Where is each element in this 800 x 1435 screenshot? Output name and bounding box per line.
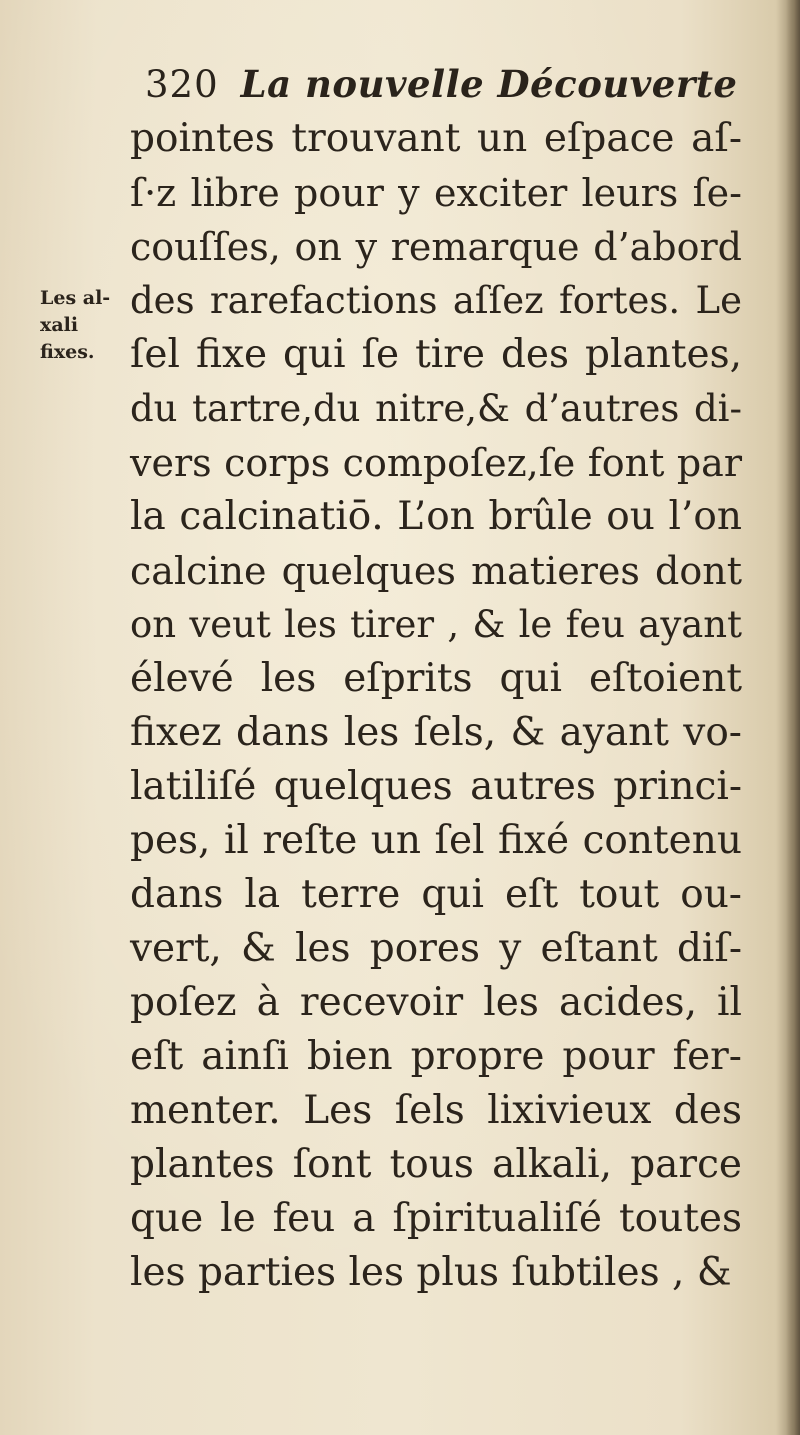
margin-note-line: xali [40, 314, 79, 336]
page-edge-shadow [786, 0, 800, 1435]
text-line: poſez à recevoir les acides, il [130, 980, 742, 1025]
text-line: la calcinatiō. L’on brûle ou l’on [130, 494, 742, 539]
margin-note [40, 285, 135, 366]
page-number: 320 [145, 63, 219, 106]
running-head [145, 62, 745, 118]
running-title: La nouvelle Découverte [240, 62, 738, 106]
text-line: menter. Les ſels lixivieux des [130, 1088, 742, 1133]
text-line: fixez dans les ſels, & ayant vo- [130, 710, 742, 755]
text-line: vers corps compoſez,ſe font par [130, 441, 742, 485]
text-line: ſel fixe qui ſe tire des plantes, [130, 332, 742, 377]
text-line: les parties les plus ſubtiles , & [130, 1250, 732, 1295]
text-line: plantes ſont tous alkali, parce [130, 1142, 742, 1187]
text-line: que le feu a ſpiritualiſé toutes [130, 1196, 742, 1241]
text-line: élevé les eſprits qui eſtoient [130, 656, 742, 701]
text-line: pointes trouvant un eſpace aſ- [130, 116, 742, 161]
text-line: eſt ainſi bien propre pour fer- [130, 1034, 742, 1079]
text-line: couſſes, on y remarque d’abord [130, 225, 742, 269]
text-line: du tartre,du nitre,& d’autres di- [130, 387, 742, 430]
text-line: dans la terre qui eſt tout ou- [130, 872, 742, 917]
text-line: des rarefactions aſſez fortes. Le [130, 279, 742, 322]
margin-note-line: fixes. [40, 341, 95, 363]
margin-note-line: Les al- [40, 287, 111, 309]
text-line: latiliſé quelques autres princi- [130, 764, 742, 809]
body-text [130, 112, 742, 1300]
text-line: ſ·z libre pour y exciter leurs ſe- [130, 171, 742, 215]
text-line: calcine quelques matieres dont [130, 549, 742, 593]
text-line: vert, & les pores y eſtant diſ- [130, 926, 742, 971]
text-line: on veut les tirer , & le feu ayant [130, 603, 742, 646]
text-line: pes, il reſte un ſel fixé contenu [130, 818, 742, 863]
